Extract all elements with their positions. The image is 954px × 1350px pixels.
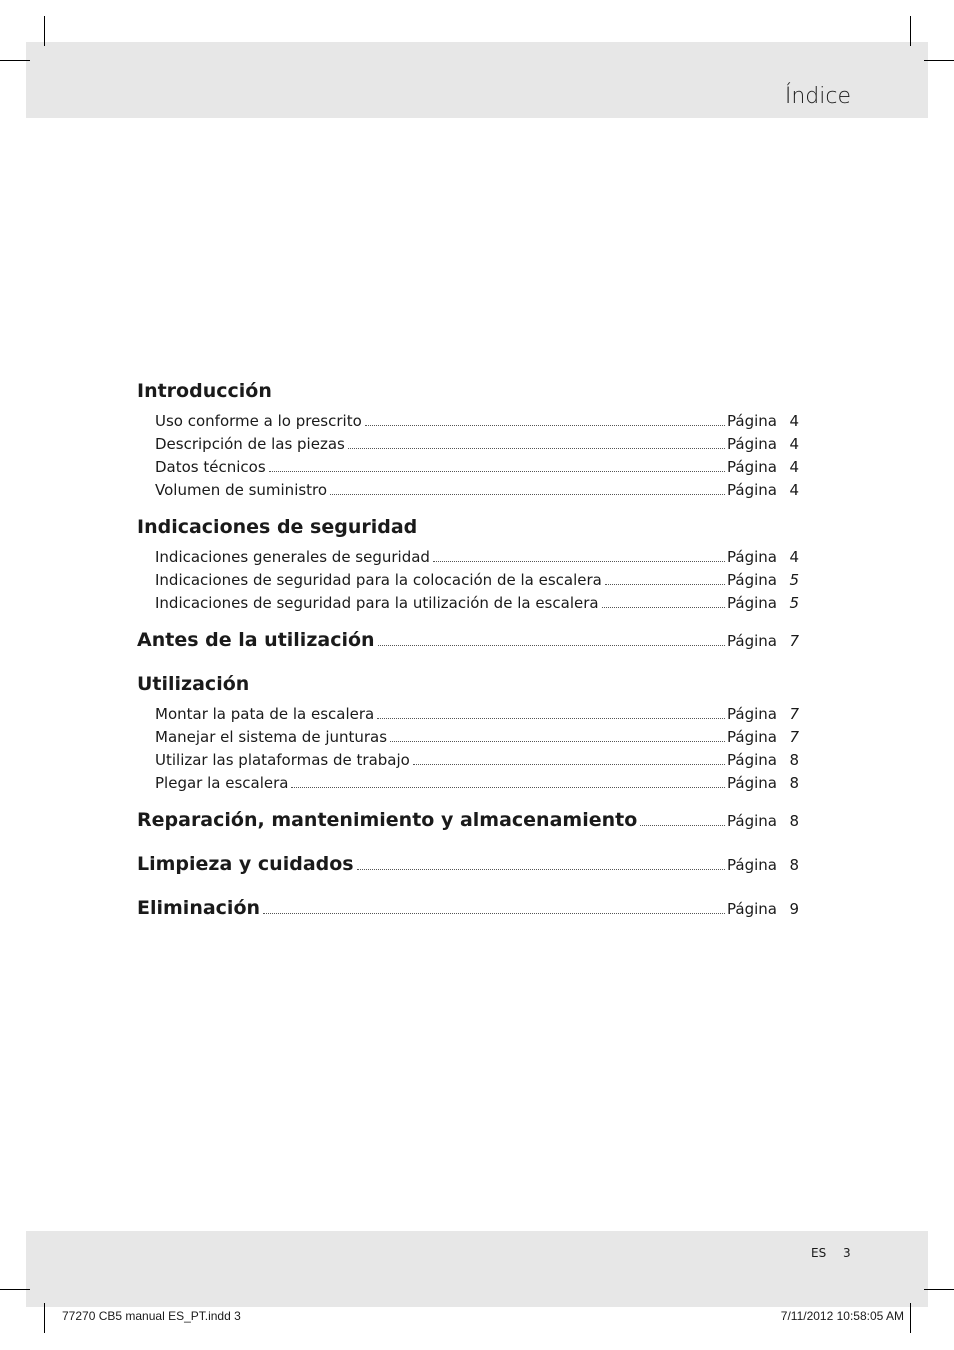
dot-leader xyxy=(330,494,725,495)
toc-entry[interactable] xyxy=(137,435,799,458)
page-reference xyxy=(727,751,799,769)
dot-leader xyxy=(263,913,725,914)
page-number: 8 xyxy=(789,774,799,792)
page-word: Página xyxy=(727,812,777,830)
dot-leader xyxy=(602,607,725,608)
toc-section xyxy=(137,629,799,661)
footer-page-number: 3 xyxy=(843,1246,851,1260)
page-number: 8 xyxy=(789,751,799,769)
dot-leader xyxy=(640,825,725,826)
dot-leader xyxy=(413,764,725,765)
toc-entry[interactable] xyxy=(137,481,799,504)
page-word: Página xyxy=(727,774,777,792)
section-title: Reparación, mantenimiento y almacenamiento xyxy=(137,809,638,831)
page-number: 4 xyxy=(789,481,799,499)
crop-mark xyxy=(924,1289,954,1290)
page-reference xyxy=(727,900,799,918)
dot-leader xyxy=(433,561,725,562)
page-word: Página xyxy=(727,728,777,746)
entry-label: Plegar la escalera xyxy=(155,774,289,792)
dot-leader xyxy=(378,645,725,646)
toc-entry[interactable] xyxy=(137,571,799,594)
toc-section xyxy=(137,809,799,841)
toc-section-heading[interactable] xyxy=(137,853,799,885)
page-reference xyxy=(727,856,799,874)
entry-label: Manejar el sistema de junturas xyxy=(155,728,388,746)
toc-section xyxy=(137,380,799,504)
page-reference xyxy=(727,594,799,612)
page-reference xyxy=(727,548,799,566)
dot-leader xyxy=(377,718,725,719)
crop-mark xyxy=(44,16,45,46)
entry-label: Indicaciones generales de seguridad xyxy=(155,548,430,566)
page-word: Página xyxy=(727,751,777,769)
page-word: Página xyxy=(727,481,777,499)
toc-entry[interactable] xyxy=(137,412,799,435)
crop-mark xyxy=(910,16,911,46)
entry-label: Descripción de las piezas xyxy=(155,435,345,453)
toc-section xyxy=(137,897,799,929)
page-word: Página xyxy=(727,412,777,430)
page-number: 5 xyxy=(789,594,799,612)
crop-mark xyxy=(924,60,954,61)
page-number: 5 xyxy=(789,571,799,589)
toc-section-heading[interactable] xyxy=(137,629,799,661)
toc-entry[interactable] xyxy=(137,548,799,571)
page-number: 8 xyxy=(789,856,799,874)
toc-entry[interactable] xyxy=(137,594,799,617)
toc-entry[interactable] xyxy=(137,728,799,751)
crop-mark xyxy=(0,1289,30,1290)
toc-section xyxy=(137,853,799,885)
toc-section-heading[interactable] xyxy=(137,809,799,841)
entry-label: Datos técnicos xyxy=(155,458,266,476)
dot-leader xyxy=(269,471,725,472)
entry-label: Montar la pata de la escalera xyxy=(155,705,375,723)
page-number: 7 xyxy=(789,705,799,723)
page-reference xyxy=(727,728,799,746)
crop-mark xyxy=(44,1303,45,1333)
toc-entry[interactable] xyxy=(137,751,799,774)
page-reference xyxy=(727,571,799,589)
page-word: Página xyxy=(727,594,777,612)
page-number: 4 xyxy=(789,435,799,453)
crop-mark xyxy=(910,1303,911,1333)
page-reference xyxy=(727,705,799,723)
page-reference xyxy=(727,481,799,499)
page-word: Página xyxy=(727,571,777,589)
dot-leader xyxy=(605,584,725,585)
page-word: Página xyxy=(727,632,777,650)
section-title: Utilización xyxy=(137,673,250,695)
section-title: Introducción xyxy=(137,380,272,402)
toc-section-heading[interactable] xyxy=(137,897,799,929)
dot-leader xyxy=(291,787,725,788)
page-word: Página xyxy=(727,856,777,874)
entry-label: Indicaciones de seguridad para la colocación de la escalera xyxy=(155,571,602,589)
entry-label: Utilizar las plataformas de trabajo xyxy=(155,751,410,769)
footer-band xyxy=(26,1231,928,1307)
page-number: 8 xyxy=(789,812,799,830)
toc-section-heading[interactable] xyxy=(137,673,799,705)
dot-leader xyxy=(390,741,725,742)
section-title: Antes de la utilización xyxy=(137,629,375,651)
page-reference xyxy=(727,458,799,476)
page-reference xyxy=(727,435,799,453)
page-number: 7 xyxy=(789,728,799,746)
toc-entry[interactable] xyxy=(137,458,799,481)
slug-datetime: 7/11/2012 10:58:05 AM xyxy=(780,1309,904,1323)
toc-section xyxy=(137,516,799,617)
page-word: Página xyxy=(727,458,777,476)
dot-leader xyxy=(365,425,725,426)
page-reference xyxy=(727,774,799,792)
page-reference xyxy=(727,812,799,830)
section-title: Limpieza y cuidados xyxy=(137,853,354,875)
table-of-contents xyxy=(137,380,799,941)
page-reference xyxy=(727,632,799,650)
toc-entry[interactable] xyxy=(137,774,799,797)
page-number: 9 xyxy=(789,900,799,918)
dot-leader xyxy=(357,869,725,870)
page-number: 7 xyxy=(789,632,799,650)
dot-leader xyxy=(348,448,725,449)
page-word: Página xyxy=(727,548,777,566)
page-number: 4 xyxy=(789,548,799,566)
toc-section-heading[interactable] xyxy=(137,380,799,412)
page-number: 4 xyxy=(789,458,799,476)
section-title: Indicaciones de seguridad xyxy=(137,516,418,538)
page-word: Página xyxy=(727,900,777,918)
entry-label: Uso conforme a lo prescrito xyxy=(155,412,362,430)
crop-mark xyxy=(0,60,30,61)
entry-label: Indicaciones de seguridad para la utilización de la escalera xyxy=(155,594,599,612)
section-title: Eliminación xyxy=(137,897,261,919)
page-reference xyxy=(727,412,799,430)
entry-label: Volumen de suministro xyxy=(155,481,328,499)
page-title: Índice xyxy=(784,84,851,109)
page-number: 4 xyxy=(789,412,799,430)
toc-section-heading[interactable] xyxy=(137,516,799,548)
slug-file-info: 77270 CB5 manual ES_PT.indd 3 xyxy=(62,1309,241,1323)
page-word: Página xyxy=(727,435,777,453)
toc-entry[interactable] xyxy=(137,705,799,728)
toc-section xyxy=(137,673,799,797)
page-word: Página xyxy=(727,705,777,723)
footer-language: ES xyxy=(811,1246,827,1260)
